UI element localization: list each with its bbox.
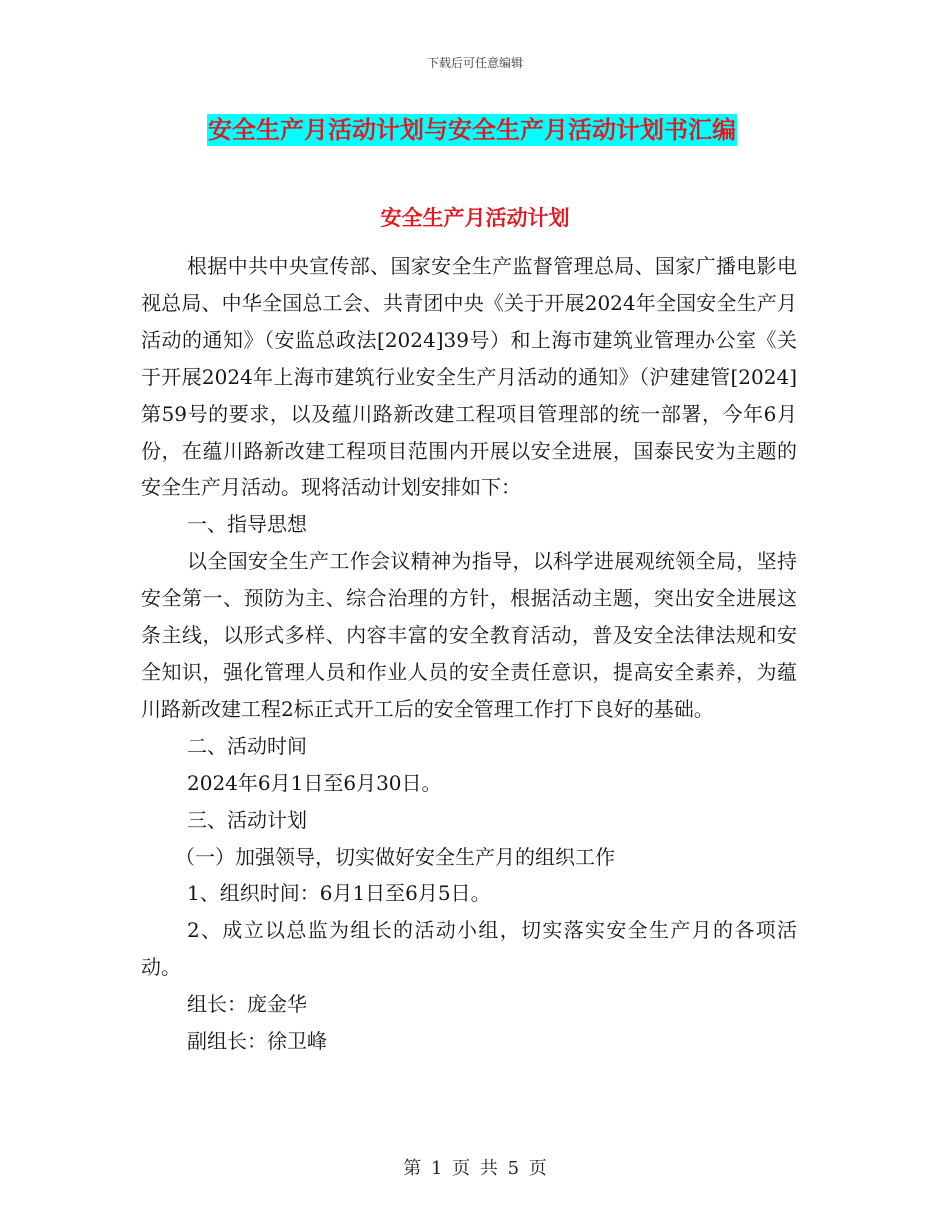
- subsection-heading-leadership: （一）加强领导，切实做好安全生产月的组织工作: [175, 844, 615, 869]
- team-deputy-leader: 副组长：徐卫峰: [187, 1029, 327, 1054]
- body-text: [141, 248, 797, 1060]
- header-note: 下载后可任意编辑: [426, 56, 523, 70]
- section-heading-activity-time: 二、活动时间: [187, 733, 307, 758]
- paragraph-intro: 根据中共中央宣传部、国家安全生产监督管理总局、国家广播电影电视总局、中华全国总工会、共青团中央《关于开展2024年全国安全生产月活动的通知》（安监总政法[2024]39号）和上海市建筑业管理办公室《关于开展2024年上海市建筑行业安全生产月活动的通知》（沪建建管[2024]第59号的要求，以及蕴川路新改建工程项目管理部的统一部署，今年6月份，在蕴川路新改建工程项目范围内开展以安全进展，国泰民安为主题的安全生产月活动。现将活动计划安排如下：: [141, 254, 797, 500]
- page-footer: 第 1 页 共 5 页: [403, 1158, 547, 1179]
- paragraph-guiding-thought: 以全国安全生产工作会议精神为指导，以科学进展观统领全局，坚持安全第一、预防为主、综合治理的方针，根据活动主题，突出安全进展这条主线，以形式多样、内容丰富的安全教育活动，普及安全法律法规和安全知识，强化管理人员和作业人员的安全责任意识，提高安全素养，为蕴川路新改建工程2标正式开工后的安全管理工作打下良好的基础。: [141, 549, 797, 721]
- sub-title: 安全生产月活动计划: [380, 206, 570, 230]
- section-heading-guiding-thought: 一、指导思想: [187, 512, 307, 537]
- section-heading-activity-plan: 三、活动计划: [187, 807, 307, 832]
- main-title: 安全生产月活动计划与安全生产月活动计划书汇编: [208, 116, 736, 144]
- team-leader: 组长：庞金华: [187, 992, 307, 1017]
- paragraph-activity-time: 2024年6月1日至6月30日。: [187, 770, 442, 795]
- list-item-form-team: 2、成立以总监为组长的活动小组，切实落实安全生产月的各项活动。: [141, 918, 797, 980]
- list-item-organize-time: 1、组织时间：6月1日至6月5日。: [187, 881, 491, 906]
- main-title-wrap: [207, 114, 789, 146]
